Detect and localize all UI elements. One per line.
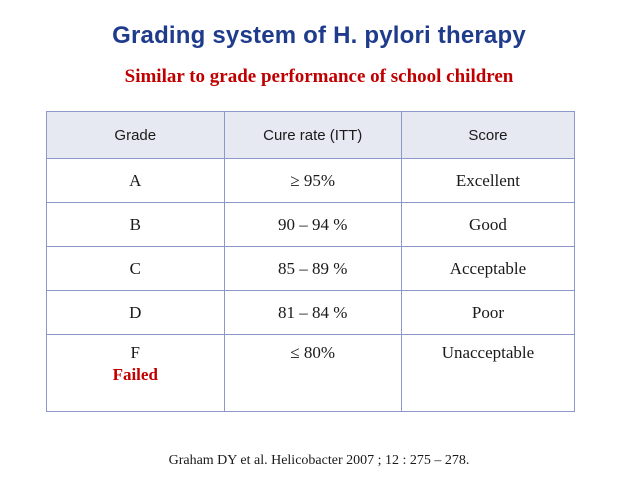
grade-letter: F: [130, 343, 140, 362]
cell-score: Excellent: [401, 159, 574, 203]
cell-cure-rate: 85 – 89 %: [224, 247, 401, 291]
cell-cure-rate: ≤ 80%: [224, 335, 401, 412]
cell-cure-rate: ≥ 95%: [224, 159, 401, 203]
cell-score: Acceptable: [401, 247, 574, 291]
slide-subtitle: Similar to grade performance of school children: [124, 66, 514, 87]
grading-table: [46, 111, 575, 412]
header-score: Score: [401, 112, 574, 159]
cell-grade: A: [47, 159, 225, 203]
table-row: [47, 291, 575, 335]
table-header-row: [47, 112, 575, 159]
table-row: [47, 203, 575, 247]
cell-grade: [47, 335, 225, 412]
cell-score: Unacceptable: [401, 335, 574, 412]
citation: Graham DY et al. Helicobacter 2007 ; 12 : 275 – 278.: [168, 453, 470, 468]
cell-score: Good: [401, 203, 574, 247]
cell-grade: C: [47, 247, 225, 291]
cell-grade: D: [47, 291, 225, 335]
table-row: [47, 159, 575, 203]
header-cure-rate: Cure rate (ITT): [224, 112, 401, 159]
table-row: [47, 247, 575, 291]
cell-cure-rate: 90 – 94 %: [224, 203, 401, 247]
cell-grade: B: [47, 203, 225, 247]
cell-score: Poor: [401, 291, 574, 335]
cell-cure-rate: 81 – 84 %: [224, 291, 401, 335]
header-grade: Grade: [47, 112, 225, 159]
table-row: [47, 335, 575, 412]
failed-label: Failed: [112, 365, 158, 384]
slide-title: Grading system of H. pylori therapy: [112, 22, 526, 49]
